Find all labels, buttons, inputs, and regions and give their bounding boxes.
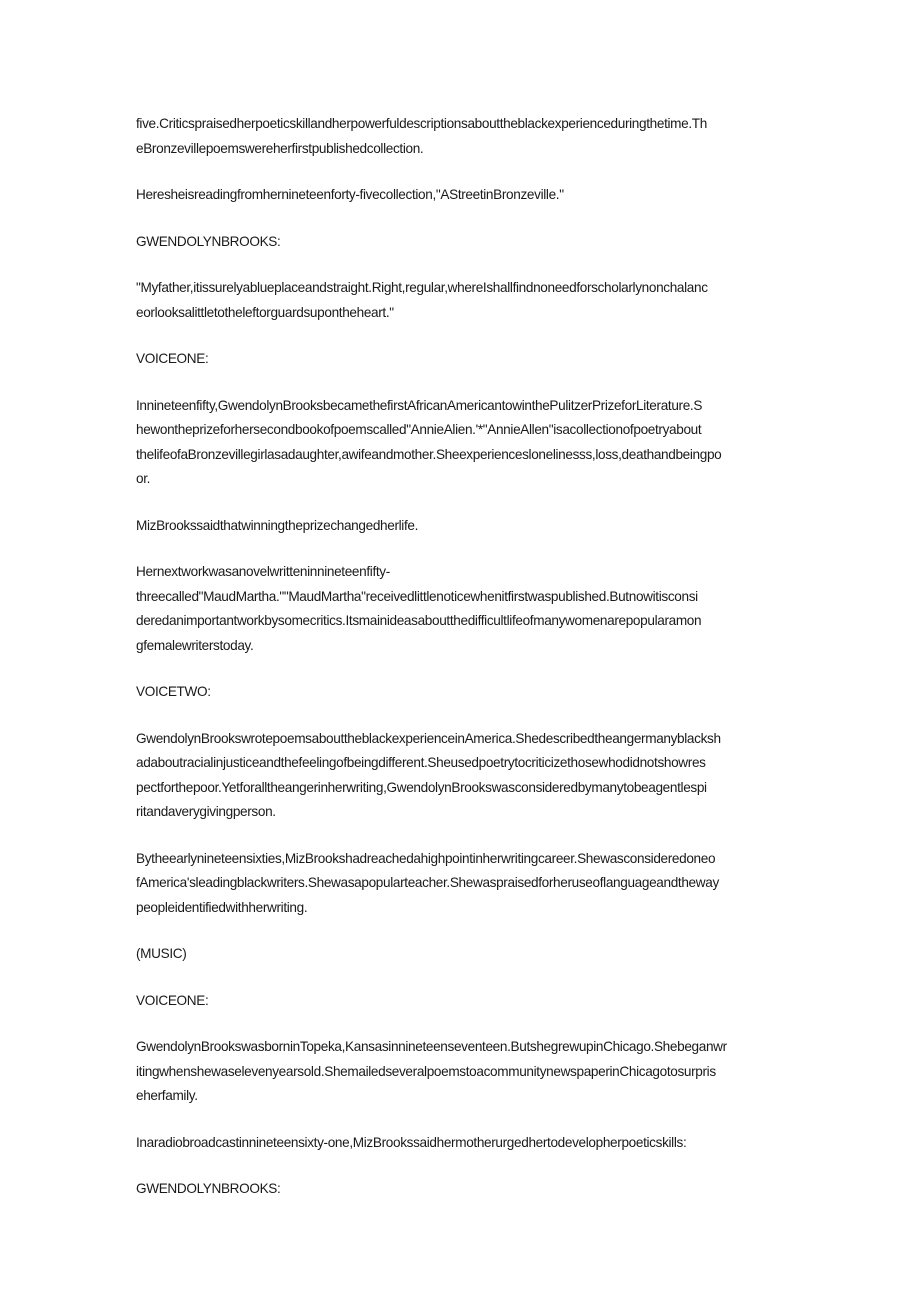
paragraph	[136, 347, 786, 372]
text-line: GwendolynBrookswrotepoemsabouttheblackexperienceinAmerica.Shedescribedtheangermanyblacksh	[136, 730, 721, 746]
paragraph	[136, 394, 786, 492]
text-line: Inaradiobroadcastinnineteensixty-one,MizBrookssaidhermotherurgedhertodevelopherpoeticskills:	[136, 1134, 687, 1150]
text-line: Hernextworkwasanovelwritteninnineteenfifty-	[136, 564, 390, 579]
paragraph	[136, 1035, 786, 1109]
paragraph	[136, 727, 786, 825]
text-line: gfemalewriterstoday.	[136, 637, 254, 653]
document-page	[136, 112, 786, 1224]
text-line: Innineteenfifty,GwendolynBrooksbecamethefirstAfricanAmericantowinthePulitzerPrizeforLiterature.S	[136, 397, 703, 413]
text-line: Bytheearlynineteensixties,MizBrookshadreachedahighpointinherwritingcareer.Shewasconsideredoneo	[136, 850, 716, 866]
text-line: eherfamily.	[136, 1088, 198, 1103]
text-line: "Myfather,itissurelyablueplaceandstraight.Right,regular,whereIshallfindnoneedforscholarlynonchalanc	[136, 280, 708, 295]
text-line: deredanimportantworkbysomecritics.Itsmainideasaboutthedifficultlifeofmanywomenarepopularamon	[136, 613, 702, 628]
paragraph	[136, 942, 786, 967]
text-line: ritandaverygivingperson.	[136, 804, 276, 819]
text-line: pectforthepoor.Yetforalltheangerinherwriting,GwendolynBrookswasconsideredbymanytobeagentlespi	[136, 779, 707, 795]
paragraph	[136, 230, 786, 255]
paragraph	[136, 112, 786, 161]
text-line: thelifeofaBronzevillegirlasadaughter,awifeandmother.Sheexperienceslonelinesss,loss,deathandbeingpo	[136, 446, 722, 462]
text-line: VOICEONE:	[136, 992, 209, 1008]
paragraph	[136, 1177, 786, 1202]
paragraph	[136, 560, 786, 658]
text-line: hewontheprizeforhersecondbookofpoemscalled"AnnieAlien.'*"AnnieAllen"isacollectionofpoetryabout	[136, 422, 702, 437]
paragraph	[136, 680, 786, 705]
paragraph	[136, 847, 786, 921]
text-line: adaboutracialinjusticeandthefeelingofbeingdifferent.Sheusedpoetrytocriticizethosewhodidnotshowres	[136, 755, 706, 770]
text-line: MizBrookssaidthatwinningtheprizechangedherlife.	[136, 517, 419, 533]
text-line: eorlooksalittletotheleftorguardsupontheheart."	[136, 304, 394, 320]
text-line: GwendolynBrookswasborninTopeka,Kansasinnineteenseventeen.ButshegrewupinChicago.Shebeganwr	[136, 1039, 727, 1054]
text-line: peopleidentifiedwithherwriting.	[136, 899, 308, 915]
text-line: VOICEONE:	[136, 351, 209, 366]
text-line: GWENDOLYNBROOKS:	[136, 233, 281, 249]
text-line: fAmerica'sleadingblackwriters.Shewasapopularteacher.Shewaspraisedforheruseoflanguageandtheway	[136, 875, 719, 890]
paragraph	[136, 989, 786, 1014]
text-line: threecalled"MaudMartha.""MaudMartha"receivedlittlenoticewhenitfirstwaspublished.Butnowitisconsi	[136, 588, 698, 604]
paragraph	[136, 276, 786, 325]
paragraph	[136, 514, 786, 539]
text-line: five.Criticspraisedherpoeticskillandherpowerfuldescriptionsabouttheblackexperienceduringthetime.Th	[136, 116, 707, 131]
paragraph	[136, 1131, 786, 1156]
text-line: or.	[136, 471, 151, 486]
text-line: itingwhenshewaselevenyearsold.ShemailedseveralpoemstoacommunitynewspaperinChicagotosurpris	[136, 1063, 716, 1079]
text-line: (MUSIC)	[136, 946, 187, 961]
paragraph	[136, 183, 786, 208]
text-line: VOICETWO:	[136, 684, 211, 699]
text-line: GWENDOLYNBROOKS:	[136, 1181, 281, 1196]
text-line: eBronzevillepoemswereherfirstpublishedcollection.	[136, 140, 424, 156]
text-line: Heresheisreadingfromhernineteenforty-fivecollection,"AStreetinBronzeville."	[136, 187, 564, 202]
